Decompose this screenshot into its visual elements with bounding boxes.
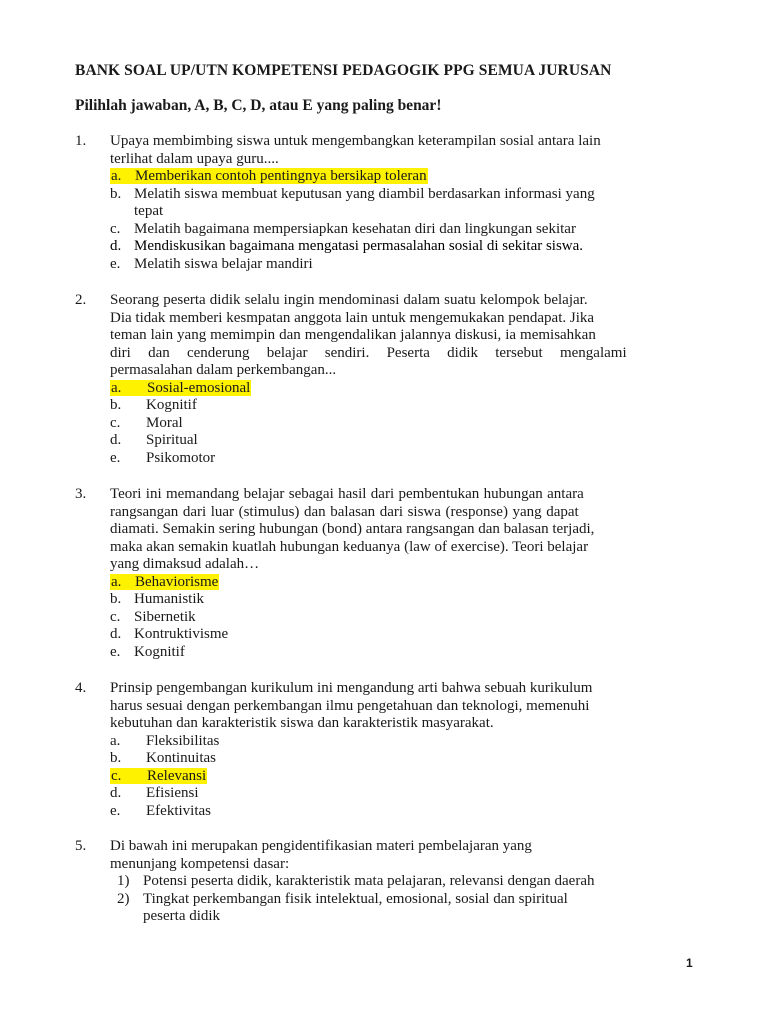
option-c (110, 768, 695, 786)
option-d (110, 785, 695, 803)
question-number: 3. (75, 486, 87, 502)
option-letter: c. (110, 608, 121, 625)
option-letter: a. (110, 732, 121, 749)
question-2 (75, 292, 695, 467)
option-letter: a. (111, 573, 122, 590)
option-text: Fleksibilitas (146, 732, 220, 749)
option-text: Humanistik (134, 591, 204, 607)
question-text (110, 133, 695, 168)
list-number: 1) (117, 873, 130, 889)
option-text: Efektivitas (146, 802, 211, 819)
option-text: Memberikan contoh pentingnya bersikap toleran (135, 168, 427, 184)
option-a (110, 574, 695, 592)
page-title: BANK SOAL UP/UTN KOMPETENSI PEDAGOGIK PPG SEMUA JURUSAN (75, 62, 612, 79)
option-text: Kognitif (146, 397, 197, 413)
question-line: harus sesuai dengan perkembangan ilmu pengetahuan dan teknologi, memenuhi (110, 697, 590, 714)
option-letter: c. (111, 767, 122, 784)
option-a (110, 168, 695, 186)
question-line: permasalahan dalam perkembangan... (110, 362, 337, 378)
list-text: Potensi peserta didik, karakteristik mata pelajaran, relevansi dengan daerah (143, 873, 595, 889)
question-line: Prinsip pengembangan kurikulum ini mengandung arti bahwa sebuah kurikulum (110, 680, 593, 696)
option-c (110, 415, 695, 433)
option-text: Sosial-emosional (147, 379, 251, 396)
option-c (110, 609, 695, 627)
option-text: Relevansi (147, 767, 207, 784)
numbered-list (117, 873, 695, 926)
question-line: Teori ini memandang belajar sebagai hasil dari pembentukan hubungan antara (110, 486, 584, 502)
option-list (110, 380, 695, 468)
option-b (110, 750, 695, 768)
option-letter: e. (110, 449, 121, 466)
option-text: Moral (146, 414, 183, 431)
question-line: menunjang kompetensi dasar: (110, 855, 290, 872)
question-text (110, 838, 695, 873)
option-text: Melatih siswa membuat keputusan yang diambil berdasarkan informasi yang (134, 185, 595, 202)
question-1 (75, 133, 695, 273)
option-e (110, 803, 695, 821)
option-text: Psikomotor (146, 449, 216, 466)
list-item (117, 891, 695, 909)
option-a (110, 380, 695, 398)
question-line: diri dan cenderung belajar sendiri. Peserta didik tersebut mengalami (110, 344, 627, 361)
question-4 (75, 680, 695, 820)
option-text: Melatih siswa belajar mandiri (134, 255, 313, 272)
option-d (110, 626, 695, 644)
question-number: 2. (75, 292, 87, 308)
option-text: Kontinuitas (146, 750, 216, 766)
option-e (110, 256, 695, 274)
option-b (110, 186, 695, 204)
option-letter: d. (110, 785, 122, 801)
list-number: 2) (117, 890, 130, 907)
question-text (110, 292, 695, 380)
option-text: Melatih bagaimana mempersiapkan kesehatan diri dan lingkungan sekitar (134, 220, 576, 237)
option-list (110, 733, 695, 821)
question-number: 5. (75, 838, 87, 854)
question-line: Seorang peserta didik selalu ingin mendominasi dalam suatu kelompok belajar. (110, 292, 588, 308)
option-text: Kognitif (134, 643, 185, 660)
option-text: Efisiensi (146, 785, 199, 801)
option-letter: b. (110, 591, 122, 607)
option-text: Mendiskusikan bagaimana mengatasi permasalahan sosial di sekitar siswa. (134, 238, 584, 254)
option-d (110, 238, 695, 256)
question-line: teman lain yang memimpin dan mengendalikan jalannya diskusi, ia memisahkan (110, 327, 596, 343)
question-5 (75, 838, 695, 926)
question-text (110, 486, 695, 574)
option-letter: a. (111, 379, 122, 396)
option-a (110, 733, 695, 751)
question-line: rangsangan dari luar (stimulus) dan balasan dari siswa (response) yang dapat (110, 503, 579, 520)
option-letter: c. (110, 414, 121, 431)
option-letter: d. (110, 432, 122, 448)
instruction-text: Pilihlah jawaban, A, B, C, D, atau E yang paling benar! (75, 97, 442, 114)
list-continuation: peserta didik (143, 908, 221, 924)
option-letter: e. (110, 255, 121, 272)
list-item (117, 873, 695, 891)
page-number: 1 (686, 956, 693, 970)
option-continuation: tepat (134, 203, 164, 219)
option-letter: e. (110, 802, 121, 819)
option-list (110, 574, 695, 662)
option-letter: b. (110, 397, 122, 413)
option-letter: b. (110, 750, 122, 766)
option-d (110, 432, 695, 450)
option-letter: e. (110, 643, 121, 660)
option-c (110, 221, 695, 239)
question-line: yang dimaksud adalah… (110, 556, 260, 572)
option-text: Kontruktivisme (134, 626, 229, 642)
question-line: Upaya membimbing siswa untuk mengembangkan keterampilan sosial antara lain (110, 133, 601, 149)
option-letter: b. (110, 185, 122, 202)
option-text: Behaviorisme (135, 573, 219, 590)
option-b (110, 397, 695, 415)
option-b (110, 591, 695, 609)
question-text (110, 680, 695, 733)
question-line: diamati. Semakin sering hubungan (bond) antara rangsangan dan balasan terjadi, (110, 521, 595, 537)
option-e (110, 644, 695, 662)
question-line: kebutuhan dan karakteristik siswa dan karakteristik masyarakat. (110, 715, 494, 731)
question-3 (75, 486, 695, 661)
option-text: Spiritual (146, 432, 198, 448)
question-number: 4. (75, 680, 87, 696)
question-line: terlihat dalam upaya guru.... (110, 150, 279, 167)
option-list (110, 168, 695, 273)
question-number: 1. (75, 133, 87, 149)
option-text: Sibernetik (134, 608, 196, 625)
option-e (110, 450, 695, 468)
question-line: Di bawah ini merupakan pengidentifikasian materi pembelajaran yang (110, 838, 532, 854)
option-letter: a. (111, 168, 122, 184)
question-line: Dia tidak memberi kesmpatan anggota lain untuk mengemukakan pendapat. Jika (110, 309, 595, 326)
question-line: maka akan semakin kuatlah hubungan keduanya (law of exercise). Teori belajar (110, 538, 589, 555)
option-letter: d. (110, 626, 122, 642)
option-letter: d. (110, 238, 122, 254)
option-letter: c. (110, 220, 121, 237)
list-text: Tingkat perkembangan fisik intelektual, emosional, sosial dan spiritual (143, 890, 568, 907)
